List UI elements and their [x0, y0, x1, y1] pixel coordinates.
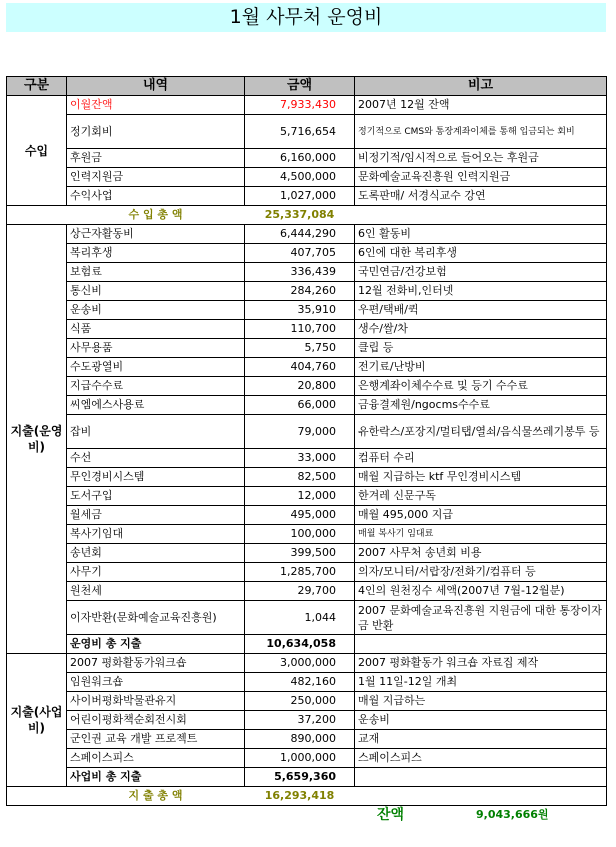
- item-cell: 운송비: [67, 301, 245, 320]
- table-row: [7, 601, 607, 635]
- item-cell: 정기회비: [67, 115, 245, 149]
- item-cell: 잡비: [67, 415, 245, 449]
- budget-table: [6, 76, 607, 806]
- table-row: [7, 96, 607, 115]
- header-row: [7, 77, 607, 96]
- expense-total-row-label: 지 출 총 액: [67, 787, 245, 806]
- amount-cell: 890,000: [245, 730, 355, 749]
- table-row: [7, 730, 607, 749]
- empty-cell: [7, 787, 67, 806]
- amount-cell: 6,444,290: [245, 225, 355, 244]
- amount-cell: 110,700: [245, 320, 355, 339]
- item-cell: 월세금: [67, 506, 245, 525]
- table-row: [7, 673, 607, 692]
- note-cell: 유한락스/포장지/멀티탭/열쇠/음식물쓰레기봉투 등: [355, 415, 607, 449]
- note-cell: 매월 복사기 임대료: [355, 525, 607, 544]
- amount-cell: 482,160: [245, 673, 355, 692]
- item-cell: 무인경비시스템: [67, 468, 245, 487]
- table-row: [7, 582, 607, 601]
- subtotal-label: 사업비 총 지출: [67, 768, 245, 787]
- amount-cell: 407,705: [245, 244, 355, 263]
- note-cell: 매월 지급하는: [355, 692, 607, 711]
- amount-cell: 5,750: [245, 339, 355, 358]
- item-cell: 수선: [67, 449, 245, 468]
- table-row: [7, 244, 607, 263]
- item-cell: 인력지원금: [67, 168, 245, 187]
- item-cell: 식품: [67, 320, 245, 339]
- note-cell: 12월 전화비,인터넷: [355, 282, 607, 301]
- note-cell: 매월 지급하는 ktf 무인경비시스템: [355, 468, 607, 487]
- note-cell: 비정기적/임시적으로 들어오는 후원금: [355, 149, 607, 168]
- item-cell: 도서구입: [67, 487, 245, 506]
- empty-cell: [355, 206, 607, 225]
- header-note: 비고: [355, 77, 607, 96]
- table-row: [7, 525, 607, 544]
- amount-cell: 33,000: [245, 449, 355, 468]
- table-row: [7, 449, 607, 468]
- amount-cell: 399,500: [245, 544, 355, 563]
- page-title: 1월 사무처 운영비: [6, 3, 606, 32]
- note-cell: 은행계좌이체수수료 및 등기 수수료: [355, 377, 607, 396]
- table-row: [7, 377, 607, 396]
- empty-cell: [355, 787, 607, 806]
- item-cell: 통신비: [67, 282, 245, 301]
- table-row: [7, 506, 607, 525]
- table-row: [7, 563, 607, 582]
- note-cell: 2007 사무처 송년회 비용: [355, 544, 607, 563]
- table-row: [7, 339, 607, 358]
- item-cell: 후원금: [67, 149, 245, 168]
- amount-cell: 6,160,000: [245, 149, 355, 168]
- item-cell: 원천세: [67, 582, 245, 601]
- note-cell: 정기적으로 CMS와 통장계좌이체를 통해 입금되는 회비: [355, 115, 607, 149]
- table-row: [7, 692, 607, 711]
- table-row: [7, 320, 607, 339]
- balance-value: 9,043,666원: [476, 808, 549, 821]
- amount-cell: 12,000: [245, 487, 355, 506]
- note-cell: 4인의 원천징수 세액(2007년 7월-12월분): [355, 582, 607, 601]
- note-cell: 교재: [355, 730, 607, 749]
- item-cell: 씨엠에스사용료: [67, 396, 245, 415]
- table-row: [7, 187, 607, 206]
- amount-cell: 3,000,000: [245, 654, 355, 673]
- note-cell: 1월 11일-12일 개최: [355, 673, 607, 692]
- table-row: [7, 654, 607, 673]
- table-row: [7, 544, 607, 563]
- item-cell: 이월잔액: [67, 96, 245, 115]
- table-row: [7, 711, 607, 730]
- note-cell: 의자/모니터/서랍장/전화기/컴퓨터 등: [355, 563, 607, 582]
- amount-cell: 79,000: [245, 415, 355, 449]
- table-row: [7, 301, 607, 320]
- amount-cell: 20,800: [245, 377, 355, 396]
- amount-cell: 284,260: [245, 282, 355, 301]
- item-cell: 2007 평화활동가워크숍: [67, 654, 245, 673]
- category-cell: 수입: [7, 96, 67, 206]
- category-cell: 지출(사업비): [7, 654, 67, 787]
- amount-cell: 66,000: [245, 396, 355, 415]
- header-category: 구분: [7, 77, 67, 96]
- note-cell: 우편/택배/퀵: [355, 301, 607, 320]
- item-cell: 복사기임대: [67, 525, 245, 544]
- subtotal-row: [7, 768, 607, 787]
- item-cell: 상근자활동비: [67, 225, 245, 244]
- amount-cell: 404,760: [245, 358, 355, 377]
- table-row: [7, 282, 607, 301]
- table-row: [7, 396, 607, 415]
- item-cell: 어린이평화책순회전시회: [67, 711, 245, 730]
- expense-total-row: [7, 787, 607, 806]
- subtotal-amount: 10,634,058: [245, 635, 355, 654]
- item-cell: 사이버평화박물관유지: [67, 692, 245, 711]
- amount-cell: 250,000: [245, 692, 355, 711]
- note-cell: 전기료/난방비: [355, 358, 607, 377]
- table-row: [7, 468, 607, 487]
- subtotal-label: 운영비 총 지출: [67, 635, 245, 654]
- amount-cell: 29,700: [245, 582, 355, 601]
- amount-cell: 336,439: [245, 263, 355, 282]
- item-cell: 송년회: [67, 544, 245, 563]
- table-row: [7, 487, 607, 506]
- note-cell: 스페이스피스: [355, 749, 607, 768]
- income-total-row-label: 수 입 총 액: [67, 206, 245, 225]
- note-cell: 2007 평화활동가 워크숍 자료집 제작: [355, 654, 607, 673]
- note-cell: 운송비: [355, 711, 607, 730]
- table-row: [7, 115, 607, 149]
- table-row: [7, 168, 607, 187]
- income-total-row-amount: 25,337,084: [245, 206, 355, 225]
- note-cell: 클립 등: [355, 339, 607, 358]
- income-total-row: [7, 206, 607, 225]
- empty-cell: [7, 206, 67, 225]
- note-cell: 도록판매/ 서경식교수 강연: [355, 187, 607, 206]
- empty-cell: [355, 635, 607, 654]
- note-cell: 금융결제원/ngocms수수료: [355, 396, 607, 415]
- item-cell: 사무용품: [67, 339, 245, 358]
- note-cell: 2007년 12월 잔액: [355, 96, 607, 115]
- subtotal-amount: 5,659,360: [245, 768, 355, 787]
- item-cell: 이자반환(문화예술교육진흥원): [67, 601, 245, 635]
- amount-cell: 4,500,000: [245, 168, 355, 187]
- item-cell: 사무기: [67, 563, 245, 582]
- item-cell: 임원워크숍: [67, 673, 245, 692]
- note-cell: 국민연금/건강보험: [355, 263, 607, 282]
- item-cell: 군인권 교육 개발 프로젝트: [67, 730, 245, 749]
- amount-cell: 1,044: [245, 601, 355, 635]
- amount-cell: 100,000: [245, 525, 355, 544]
- note-cell: 6인에 대한 복리후생: [355, 244, 607, 263]
- note-cell: 한겨레 신문구독: [355, 487, 607, 506]
- amount-cell: 5,716,654: [245, 115, 355, 149]
- table-row: [7, 415, 607, 449]
- subtotal-row: [7, 635, 607, 654]
- empty-cell: [355, 768, 607, 787]
- table-row: [7, 263, 607, 282]
- category-cell: 지출(운영비): [7, 225, 67, 654]
- note-cell: 2007 문화예술교육진흥원 지원금에 대한 통장이자금 반환: [355, 601, 607, 635]
- note-cell: 6인 활동비: [355, 225, 607, 244]
- amount-cell: 1,027,000: [245, 187, 355, 206]
- item-cell: 복리후생: [67, 244, 245, 263]
- header-amount: 금액: [245, 77, 355, 96]
- amount-cell: 82,500: [245, 468, 355, 487]
- amount-cell: 37,200: [245, 711, 355, 730]
- item-cell: 수익사업: [67, 187, 245, 206]
- balance-label: 잔액: [377, 807, 405, 823]
- amount-cell: 1,000,000: [245, 749, 355, 768]
- item-cell: 지급수수료: [67, 377, 245, 396]
- expense-total-row-amount: 16,293,418: [245, 787, 355, 806]
- table-row: [7, 358, 607, 377]
- item-cell: 스페이스피스: [67, 749, 245, 768]
- note-cell: 매월 495,000 지급: [355, 506, 607, 525]
- table-row: [7, 225, 607, 244]
- table-row: [7, 749, 607, 768]
- amount-cell: 1,285,700: [245, 563, 355, 582]
- table-row: [7, 149, 607, 168]
- amount-cell: 7,933,430: [245, 96, 355, 115]
- item-cell: 보험료: [67, 263, 245, 282]
- note-cell: 문화예술교육진흥원 인력지원금: [355, 168, 607, 187]
- header-item: 내역: [67, 77, 245, 96]
- note-cell: 생수/쌀/차: [355, 320, 607, 339]
- item-cell: 수도광열비: [67, 358, 245, 377]
- amount-cell: 495,000: [245, 506, 355, 525]
- note-cell: 컴퓨터 수리: [355, 449, 607, 468]
- amount-cell: 35,910: [245, 301, 355, 320]
